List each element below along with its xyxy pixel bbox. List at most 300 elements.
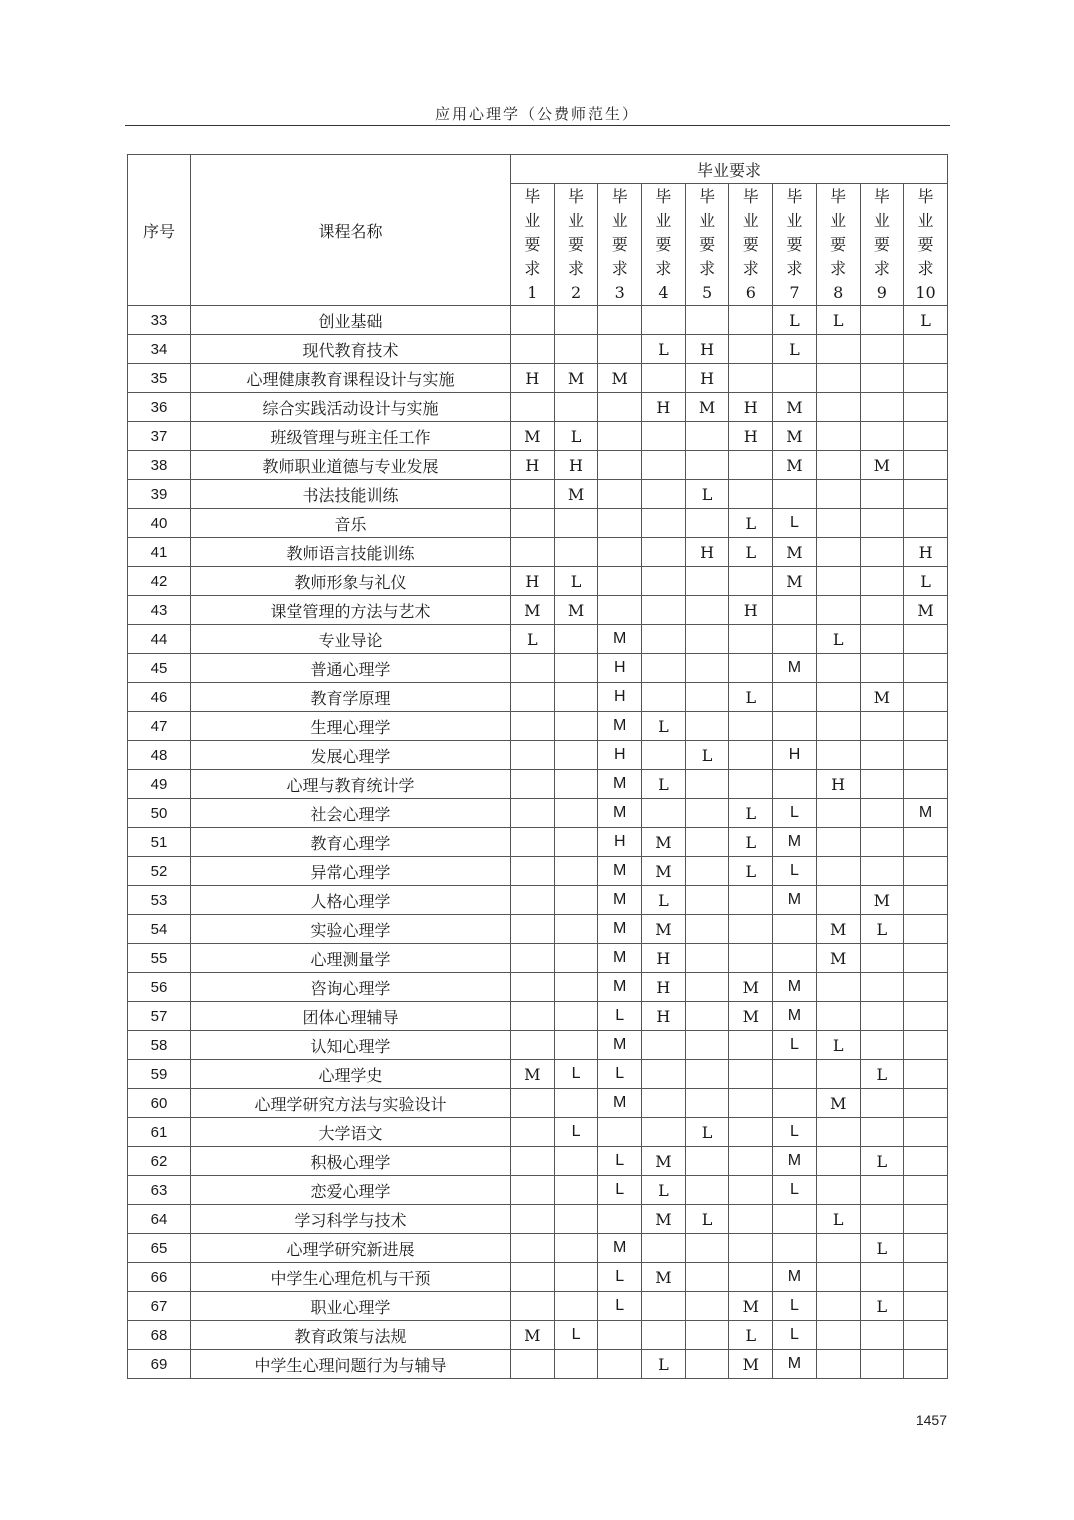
requirement-level-cell (685, 1031, 729, 1060)
requirement-level-cell (598, 567, 642, 596)
requirement-level-cell (554, 973, 598, 1002)
requirement-level-cell (685, 828, 729, 857)
requirement-level-cell: M (642, 1263, 686, 1292)
table-row (128, 886, 948, 915)
course-number: 59 (128, 1060, 191, 1089)
requirement-level-cell (904, 1147, 948, 1176)
requirement-level-cell: L (773, 1321, 817, 1350)
requirement-level-cell: L (860, 1292, 904, 1321)
table-row (128, 538, 948, 567)
requirement-level-cell: M (816, 1089, 860, 1118)
requirement-level-cell (904, 1205, 948, 1234)
requirement-level-cell (511, 712, 555, 741)
requirement-level-cell: L (860, 1234, 904, 1263)
requirement-level-cell: M (773, 1263, 817, 1292)
requirement-level-cell: L (642, 770, 686, 799)
requirement-level-cell (816, 451, 860, 480)
course-number: 33 (128, 306, 191, 335)
requirement-level-cell (554, 1205, 598, 1234)
requirement-level-cell (860, 596, 904, 625)
requirement-level-cell (729, 567, 773, 596)
requirement-level-cell: H (773, 741, 817, 770)
requirement-level-cell (729, 654, 773, 683)
requirement-level-cell: M (860, 451, 904, 480)
page-number: 1457 (915, 1412, 947, 1428)
course-number: 51 (128, 828, 191, 857)
table-row (128, 393, 948, 422)
requirement-level-cell: L (860, 1060, 904, 1089)
requirement-level-cell: L (773, 509, 817, 538)
requirement-level-cell (773, 480, 817, 509)
requirement-level-cell (554, 509, 598, 538)
requirement-level-cell (685, 1176, 729, 1205)
requirement-level-cell (642, 567, 686, 596)
requirement-level-cell (598, 509, 642, 538)
requirement-level-cell: L (598, 1292, 642, 1321)
table-row (128, 422, 948, 451)
requirement-level-cell (598, 1321, 642, 1350)
requirement-level-cell: M (642, 828, 686, 857)
course-name: 生理心理学 (191, 712, 511, 741)
course-name: 异常心理学 (191, 857, 511, 886)
course-name: 创业基础 (191, 306, 511, 335)
requirement-level-cell (511, 509, 555, 538)
table-row (128, 683, 948, 712)
requirement-level-cell (816, 1292, 860, 1321)
requirement-level-cell (816, 335, 860, 364)
course-name: 学习科学与技术 (191, 1205, 511, 1234)
requirement-level-cell (685, 654, 729, 683)
requirement-level-cell (860, 1176, 904, 1205)
requirement-level-cell (904, 1060, 948, 1089)
requirement-level-cell: L (685, 480, 729, 509)
requirement-level-cell (511, 770, 555, 799)
requirement-level-cell (511, 393, 555, 422)
requirement-level-cell (642, 1292, 686, 1321)
course-number: 61 (128, 1118, 191, 1147)
requirement-level-cell: L (554, 567, 598, 596)
course-requirement-matrix (127, 154, 948, 1379)
requirement-level-cell (729, 1147, 773, 1176)
requirement-level-cell (729, 1031, 773, 1060)
requirement-level-cell (904, 1118, 948, 1147)
course-number: 36 (128, 393, 191, 422)
requirement-level-cell: L (816, 1205, 860, 1234)
requirement-level-cell (685, 1321, 729, 1350)
requirement-level-cell (729, 770, 773, 799)
course-number: 38 (128, 451, 191, 480)
requirement-level-cell (860, 799, 904, 828)
requirement-level-cell (860, 364, 904, 393)
table-row (128, 654, 948, 683)
requirement-level-cell (860, 422, 904, 451)
requirement-level-cell: M (511, 596, 555, 625)
requirement-level-cell (816, 1263, 860, 1292)
requirement-level-cell (511, 799, 555, 828)
requirement-level-cell: M (554, 364, 598, 393)
requirement-level-cell (554, 1234, 598, 1263)
requirement-level-cell: L (598, 1176, 642, 1205)
requirement-level-cell: L (729, 1321, 773, 1350)
requirement-level-cell: H (511, 364, 555, 393)
requirement-level-cell (816, 422, 860, 451)
requirement-level-cell (685, 683, 729, 712)
requirement-level-cell (773, 944, 817, 973)
requirement-level-cell: H (904, 538, 948, 567)
requirement-level-cell (554, 1350, 598, 1379)
requirement-level-cell (554, 944, 598, 973)
requirement-level-cell (511, 944, 555, 973)
requirement-level-cell (860, 625, 904, 654)
requirement-level-cell (642, 451, 686, 480)
requirement-level-cell: L (729, 538, 773, 567)
requirement-level-cell: H (642, 944, 686, 973)
requirement-level-cell (904, 973, 948, 1002)
requirement-level-cell: H (598, 683, 642, 712)
requirement-level-cell (904, 654, 948, 683)
requirement-level-cell (860, 1031, 904, 1060)
course-number: 35 (128, 364, 191, 393)
requirement-level-cell (773, 1205, 817, 1234)
requirement-level-cell (685, 1292, 729, 1321)
requirement-level-cell (554, 857, 598, 886)
requirement-level-cell (511, 828, 555, 857)
requirement-level-cell: M (773, 973, 817, 1002)
requirement-level-cell (904, 509, 948, 538)
requirement-level-cell: M (860, 886, 904, 915)
requirement-level-cell (860, 1118, 904, 1147)
requirement-level-cell (554, 770, 598, 799)
requirement-level-cell (554, 538, 598, 567)
requirement-level-cell (904, 451, 948, 480)
requirement-level-cell: L (554, 1060, 598, 1089)
requirement-level-cell (685, 1002, 729, 1031)
requirement-level-cell: H (598, 741, 642, 770)
requirement-level-cell (642, 625, 686, 654)
requirement-level-cell (904, 422, 948, 451)
course-number: 64 (128, 1205, 191, 1234)
column-header-requirement-1 (511, 184, 555, 306)
requirement-level-cell (511, 741, 555, 770)
requirement-level-cell (860, 857, 904, 886)
table-row (128, 1205, 948, 1234)
requirement-level-cell (511, 886, 555, 915)
requirement-level-cell (860, 1350, 904, 1379)
table-row (128, 335, 948, 364)
requirement-level-cell (685, 306, 729, 335)
requirement-level-cell (554, 306, 598, 335)
requirement-level-cell: M (598, 770, 642, 799)
requirement-level-cell: L (816, 1031, 860, 1060)
requirement-level-cell (554, 1147, 598, 1176)
requirement-level-cell (685, 712, 729, 741)
requirement-level-cell (642, 509, 686, 538)
requirement-level-cell (511, 335, 555, 364)
requirement-level-cell (904, 1321, 948, 1350)
requirement-level-cell: M (511, 1060, 555, 1089)
course-number: 40 (128, 509, 191, 538)
requirement-level-cell (816, 1350, 860, 1379)
table-row (128, 799, 948, 828)
requirement-level-cell (685, 625, 729, 654)
requirement-level-cell (554, 683, 598, 712)
requirement-level-cell (904, 857, 948, 886)
table-row (128, 915, 948, 944)
course-number: 52 (128, 857, 191, 886)
requirement-level-cell (598, 596, 642, 625)
requirement-level-cell (642, 538, 686, 567)
table-row (128, 1118, 948, 1147)
course-name: 认知心理学 (191, 1031, 511, 1060)
course-name: 书法技能训练 (191, 480, 511, 509)
requirement-level-cell (729, 1263, 773, 1292)
requirement-level-cell (554, 915, 598, 944)
table-row (128, 741, 948, 770)
requirement-level-cell: L (860, 915, 904, 944)
requirement-level-cell: M (598, 1234, 642, 1263)
course-name: 咨询心理学 (191, 973, 511, 1002)
requirement-level-cell (860, 393, 904, 422)
requirement-level-cell: L (816, 625, 860, 654)
requirement-level-cell: M (773, 828, 817, 857)
requirement-level-cell (773, 712, 817, 741)
table-row (128, 306, 948, 335)
course-number: 63 (128, 1176, 191, 1205)
requirement-level-cell (729, 1060, 773, 1089)
requirement-level-cell (773, 1234, 817, 1263)
requirement-level-cell (904, 364, 948, 393)
requirement-level-cell (511, 306, 555, 335)
requirement-level-cell: M (904, 799, 948, 828)
table-row (128, 1350, 948, 1379)
requirement-level-cell: L (773, 1176, 817, 1205)
requirement-level-cell (816, 1234, 860, 1263)
requirement-level-cell: L (773, 1118, 817, 1147)
requirement-level-cell: L (685, 1205, 729, 1234)
requirement-level-cell (554, 625, 598, 654)
course-name: 积极心理学 (191, 1147, 511, 1176)
column-header-no: 序号 (128, 155, 191, 306)
requirement-level-cell: M (904, 596, 948, 625)
requirement-level-cell (816, 654, 860, 683)
course-number: 47 (128, 712, 191, 741)
requirement-level-cell (904, 1002, 948, 1031)
requirement-level-cell: L (685, 1118, 729, 1147)
requirement-level-cell (773, 1089, 817, 1118)
requirement-level-cell: M (773, 886, 817, 915)
requirement-level-cell: H (642, 1002, 686, 1031)
course-name: 教师语言技能训练 (191, 538, 511, 567)
requirement-level-cell: M (773, 1350, 817, 1379)
requirement-level-cell (642, 1031, 686, 1060)
course-number: 43 (128, 596, 191, 625)
course-number: 57 (128, 1002, 191, 1031)
requirement-level-cell (642, 1060, 686, 1089)
course-number: 68 (128, 1321, 191, 1350)
requirement-level-cell (904, 886, 948, 915)
requirement-level-cell (816, 393, 860, 422)
table-row (128, 509, 948, 538)
requirement-level-cell (511, 538, 555, 567)
requirement-level-cell (904, 625, 948, 654)
requirement-level-cell (816, 596, 860, 625)
requirement-level-cell: L (554, 422, 598, 451)
course-number: 66 (128, 1263, 191, 1292)
requirement-level-cell (904, 944, 948, 973)
requirement-level-cell (642, 654, 686, 683)
table-row (128, 944, 948, 973)
requirement-level-cell (598, 1205, 642, 1234)
requirement-level-cell (729, 1089, 773, 1118)
requirement-level-cell: L (773, 857, 817, 886)
requirement-level-cell (554, 1089, 598, 1118)
requirement-level-cell (816, 712, 860, 741)
requirement-label: 毕 业 要 求 9 (873, 186, 890, 302)
course-number: 39 (128, 480, 191, 509)
course-number: 41 (128, 538, 191, 567)
requirement-level-cell: H (816, 770, 860, 799)
course-name: 团体心理辅导 (191, 1002, 511, 1031)
requirement-level-cell (554, 1002, 598, 1031)
requirement-level-cell (860, 538, 904, 567)
requirement-level-cell (729, 335, 773, 364)
requirement-level-cell (511, 1205, 555, 1234)
requirement-level-cell (773, 1060, 817, 1089)
course-number: 45 (128, 654, 191, 683)
table-row (128, 1176, 948, 1205)
course-name: 普通心理学 (191, 654, 511, 683)
requirement-level-cell (904, 1089, 948, 1118)
requirement-level-cell (598, 393, 642, 422)
table-row (128, 973, 948, 1002)
requirement-level-cell (511, 1350, 555, 1379)
requirement-level-cell (685, 1234, 729, 1263)
requirement-level-cell (816, 509, 860, 538)
requirement-level-cell (816, 973, 860, 1002)
requirement-level-cell: M (598, 857, 642, 886)
requirement-level-cell (685, 770, 729, 799)
requirement-level-cell (598, 1118, 642, 1147)
requirement-level-cell (511, 1263, 555, 1292)
requirement-level-cell: M (554, 596, 598, 625)
course-number: 65 (128, 1234, 191, 1263)
requirement-level-cell (642, 683, 686, 712)
requirement-level-cell: M (642, 1205, 686, 1234)
requirement-level-cell (685, 1263, 729, 1292)
table-row (128, 857, 948, 886)
requirement-level-cell: L (773, 1292, 817, 1321)
requirement-level-cell (554, 1292, 598, 1321)
requirement-level-cell (642, 422, 686, 451)
requirement-level-cell: L (904, 567, 948, 596)
table-row (128, 1060, 948, 1089)
requirement-level-cell (511, 480, 555, 509)
requirement-level-cell: L (773, 306, 817, 335)
requirement-label: 毕 业 要 求 3 (611, 186, 628, 302)
requirement-level-cell: M (729, 1350, 773, 1379)
requirement-level-cell (642, 596, 686, 625)
requirement-level-cell (860, 712, 904, 741)
requirement-level-cell: M (642, 1147, 686, 1176)
table-row (128, 1002, 948, 1031)
requirement-level-cell (642, 1089, 686, 1118)
requirement-level-cell: M (554, 480, 598, 509)
requirement-level-cell: L (685, 741, 729, 770)
requirement-level-cell: L (554, 1321, 598, 1350)
requirement-level-cell (554, 886, 598, 915)
requirement-level-cell: M (598, 799, 642, 828)
course-name: 音乐 (191, 509, 511, 538)
requirement-level-cell: M (642, 915, 686, 944)
requirement-level-cell (816, 828, 860, 857)
requirement-level-cell (685, 509, 729, 538)
requirement-level-cell (685, 915, 729, 944)
requirement-level-cell (598, 1350, 642, 1379)
requirement-level-cell (511, 1292, 555, 1321)
requirement-level-cell (860, 1205, 904, 1234)
requirement-level-cell: L (860, 1147, 904, 1176)
table-row (128, 712, 948, 741)
requirement-level-cell (729, 741, 773, 770)
requirement-level-cell (685, 857, 729, 886)
requirement-level-cell: L (598, 1263, 642, 1292)
requirement-level-cell (685, 451, 729, 480)
requirement-level-cell (685, 1060, 729, 1089)
requirement-level-cell (729, 944, 773, 973)
requirement-level-cell: M (598, 915, 642, 944)
requirement-level-cell: M (773, 451, 817, 480)
requirement-level-cell (773, 915, 817, 944)
requirement-level-cell (685, 567, 729, 596)
requirement-level-cell (860, 567, 904, 596)
requirement-level-cell: L (773, 335, 817, 364)
requirement-level-cell: M (773, 1147, 817, 1176)
course-name: 综合实践活动设计与实施 (191, 393, 511, 422)
requirement-level-cell (816, 567, 860, 596)
requirement-level-cell (860, 770, 904, 799)
requirement-level-cell (816, 1002, 860, 1031)
course-name: 心理学研究方法与实验设计 (191, 1089, 511, 1118)
course-number: 55 (128, 944, 191, 973)
requirement-label: 毕 业 要 求 10 (915, 186, 936, 302)
course-name: 班级管理与班主任工作 (191, 422, 511, 451)
course-name: 心理健康教育课程设计与实施 (191, 364, 511, 393)
requirement-level-cell (860, 480, 904, 509)
requirement-level-cell: H (598, 654, 642, 683)
requirement-level-cell: H (642, 393, 686, 422)
course-name: 心理与教育统计学 (191, 770, 511, 799)
requirement-level-cell (773, 770, 817, 799)
requirement-level-cell (685, 799, 729, 828)
requirement-level-cell (554, 1176, 598, 1205)
requirement-level-cell: L (554, 1118, 598, 1147)
requirement-level-cell (816, 1176, 860, 1205)
requirement-label: 毕 业 要 求 4 (655, 186, 672, 302)
requirement-level-cell (685, 596, 729, 625)
requirement-level-cell (554, 393, 598, 422)
requirement-level-cell (729, 712, 773, 741)
requirement-label: 毕 业 要 求 6 (742, 186, 759, 302)
requirement-level-cell (860, 944, 904, 973)
requirement-level-cell (816, 1321, 860, 1350)
requirement-level-cell (816, 1147, 860, 1176)
requirement-level-cell: H (685, 335, 729, 364)
requirement-level-cell (904, 1263, 948, 1292)
requirement-level-cell (904, 480, 948, 509)
requirement-level-cell: M (685, 393, 729, 422)
requirement-level-cell (511, 1031, 555, 1060)
running-header: 应用心理学（公费师范生） (434, 105, 639, 123)
